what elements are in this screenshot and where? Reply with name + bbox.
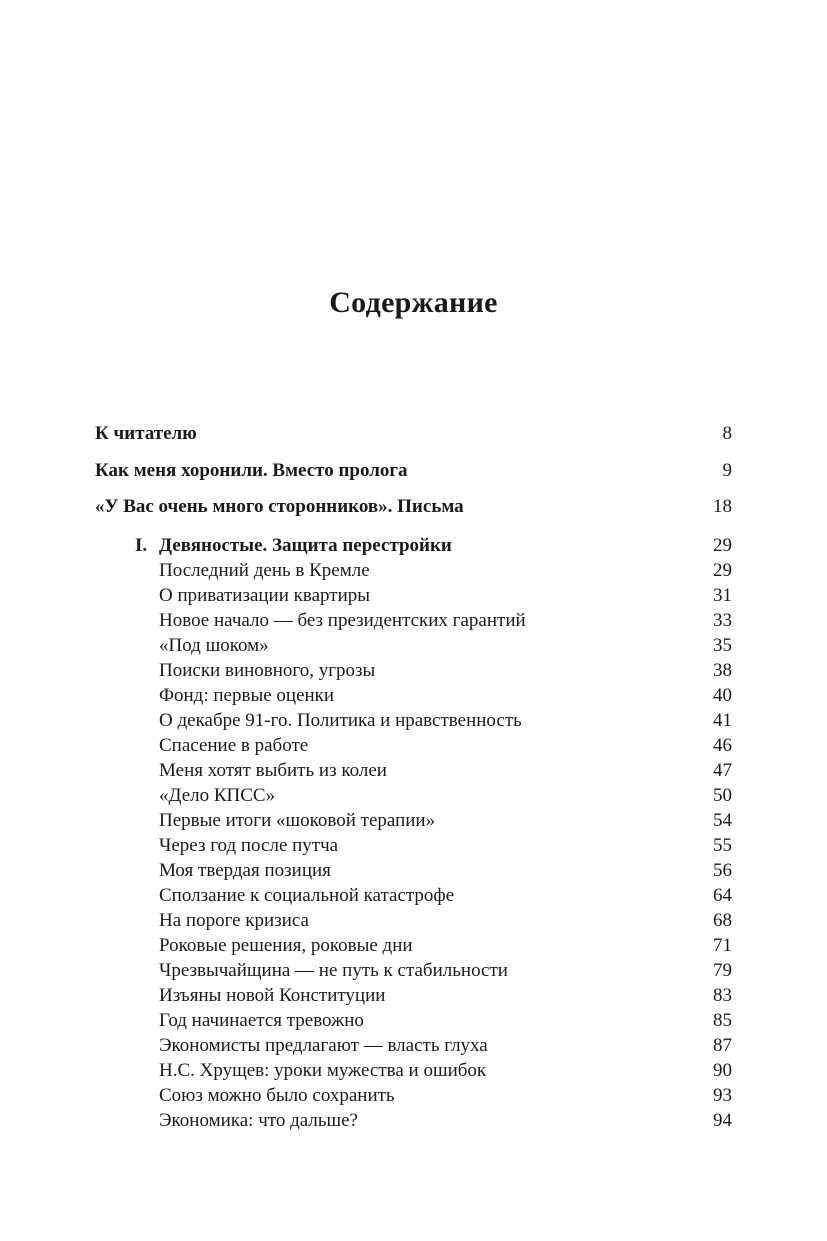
toc-entry-page: 46 bbox=[713, 734, 732, 756]
toc-entry[interactable] bbox=[95, 858, 732, 883]
sub-entries bbox=[95, 558, 732, 1133]
part-heading[interactable] bbox=[95, 533, 732, 558]
toc-entry-page: 54 bbox=[713, 809, 732, 831]
toc-entry-page: 79 bbox=[713, 959, 732, 981]
toc-entry-page: 64 bbox=[713, 884, 732, 906]
toc-entry[interactable] bbox=[95, 983, 732, 1008]
table-of-contents bbox=[95, 420, 732, 1133]
toc-entry-title: Изъяны новой Конституции bbox=[159, 984, 386, 1006]
toc-entry-title: Поиски виновного, угрозы bbox=[159, 659, 376, 681]
toc-entry[interactable] bbox=[95, 457, 732, 494]
toc-entry-page: 90 bbox=[713, 1059, 732, 1081]
toc-entry-title: Экономика: что дальше? bbox=[159, 1109, 358, 1131]
toc-entry-title: Первые итоги «шоковой терапии» bbox=[159, 809, 436, 831]
toc-entry-page: 41 bbox=[713, 709, 732, 731]
toc-entry-page: 94 bbox=[713, 1109, 732, 1131]
toc-entry[interactable] bbox=[95, 1058, 732, 1083]
toc-entry-page: 18 bbox=[713, 496, 732, 517]
page-title: Содержание bbox=[329, 286, 498, 319]
toc-entry-title: Роковые решения, роковые дни bbox=[159, 934, 413, 956]
toc-entry[interactable] bbox=[95, 1033, 732, 1058]
toc-entry-page: 31 bbox=[713, 584, 732, 606]
toc-entry-title: Как меня хоронили. Вместо пролога bbox=[95, 459, 408, 481]
toc-entry[interactable] bbox=[95, 783, 732, 808]
toc-entry[interactable] bbox=[95, 608, 732, 633]
part-page-number: 29 bbox=[713, 534, 732, 556]
toc-entry-title: Последний день в Кремле bbox=[159, 559, 370, 581]
toc-entry[interactable] bbox=[95, 558, 732, 583]
toc-entry-page: 35 bbox=[713, 634, 732, 656]
toc-entry[interactable] bbox=[95, 733, 732, 758]
toc-entry[interactable] bbox=[95, 833, 732, 858]
toc-entry[interactable] bbox=[95, 1108, 732, 1133]
toc-entry-title: Экономисты предлагают — власть глуха bbox=[159, 1034, 488, 1056]
toc-entry-page: 83 bbox=[713, 984, 732, 1006]
toc-entry[interactable] bbox=[95, 883, 732, 908]
toc-entry-page: 56 bbox=[713, 859, 732, 881]
toc-entry-page: 29 bbox=[713, 559, 732, 581]
toc-entry-title: Чрезвычайщина — не путь к стабильности bbox=[159, 959, 508, 981]
toc-entry[interactable] bbox=[95, 420, 732, 457]
toc-entry[interactable] bbox=[95, 683, 732, 708]
toc-entry-title: Фонд: первые оценки bbox=[159, 684, 335, 706]
toc-entry-title: Союз можно было сохранить bbox=[159, 1084, 395, 1106]
toc-entry[interactable] bbox=[95, 958, 732, 983]
toc-entry-title: Н.С. Хрущев: уроки мужества и ошибок bbox=[159, 1059, 487, 1081]
toc-entry-page: 71 bbox=[713, 934, 732, 956]
toc-entry[interactable] bbox=[95, 908, 732, 933]
toc-entry-title: Сползание к социальной катастрофе bbox=[159, 884, 455, 906]
toc-entry-title: Новое начало — без президентских гарантий bbox=[159, 609, 526, 631]
toc-entry[interactable] bbox=[95, 708, 732, 733]
part-title-group bbox=[95, 533, 452, 558]
toc-entry-page: 38 bbox=[713, 659, 732, 681]
toc-entry-title: На пороге кризиса bbox=[159, 909, 309, 931]
toc-entry-title: «У Вас очень много сторонников». Письма bbox=[95, 496, 464, 517]
toc-entry-page: 40 bbox=[713, 684, 732, 706]
toc-entry[interactable] bbox=[95, 583, 732, 608]
toc-entry-page: 93 bbox=[713, 1084, 732, 1106]
part-title: Девяностые. Защита перестройки bbox=[159, 534, 452, 556]
toc-entry-title: К читателю bbox=[95, 423, 197, 444]
toc-entry[interactable] bbox=[95, 493, 732, 530]
toc-entry-title: О декабре 91-го. Политика и нравственность bbox=[159, 709, 522, 731]
toc-entry-page: 55 bbox=[713, 834, 732, 856]
toc-entry-page: 87 bbox=[713, 1034, 732, 1056]
toc-entry[interactable] bbox=[95, 1008, 732, 1033]
toc-entry-page: 33 bbox=[713, 609, 732, 631]
toc-entry-title: Спасение в работе bbox=[159, 734, 309, 756]
toc-entry-page: 47 bbox=[713, 759, 732, 781]
toc-entry-title: «Дело КПСС» bbox=[159, 784, 276, 806]
toc-entry[interactable] bbox=[95, 758, 732, 783]
toc-entry-page: 8 bbox=[722, 423, 732, 444]
toc-entry[interactable] bbox=[95, 633, 732, 658]
top-entries bbox=[95, 420, 732, 530]
toc-entry-title: Год начинается тревожно bbox=[159, 1009, 364, 1031]
toc-entry-page: 9 bbox=[722, 459, 732, 481]
toc-entry-page: 68 bbox=[713, 909, 732, 931]
toc-entry[interactable] bbox=[95, 1083, 732, 1108]
part-number: I. bbox=[135, 534, 148, 556]
toc-entry-page: 50 bbox=[713, 784, 732, 806]
toc-entry-title: «Под шоком» bbox=[159, 634, 269, 656]
toc-entry[interactable] bbox=[95, 658, 732, 683]
toc-entry-page: 85 bbox=[713, 1009, 732, 1031]
toc-entry-title: Через год после путча bbox=[159, 834, 339, 856]
toc-entry[interactable] bbox=[95, 808, 732, 833]
toc-entry-title: Меня хотят выбить из колеи bbox=[159, 759, 387, 781]
toc-entry-title: О приватизации квартиры bbox=[159, 584, 371, 606]
toc-entry[interactable] bbox=[95, 933, 732, 958]
toc-entry-title: Моя твердая позиция bbox=[159, 859, 331, 881]
